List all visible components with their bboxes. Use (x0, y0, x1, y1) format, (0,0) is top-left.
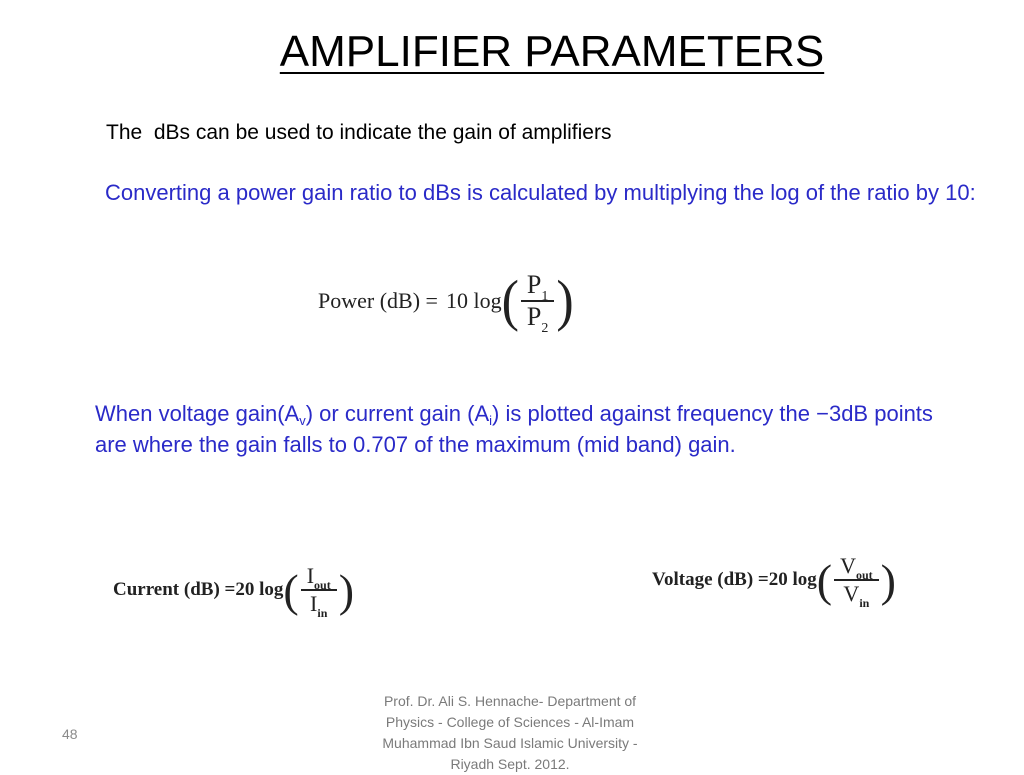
page-number: 48 (62, 726, 78, 742)
numerator-subscript: out (855, 568, 873, 582)
denominator-symbol: I (310, 591, 318, 616)
fraction-denominator (837, 581, 875, 610)
slide-title-text: AMPLIFIER PARAMETERS (279, 27, 825, 76)
fraction-denominator (521, 302, 554, 336)
fraction-denominator (304, 591, 333, 620)
left-paren: ( (501, 269, 519, 333)
numerator-symbol: I (306, 563, 315, 588)
power-formula-coef: 10 log (445, 288, 502, 313)
fraction-numerator (301, 563, 337, 592)
intro-text: The dBs can be used to indicate the gain of amplifiers (106, 121, 612, 144)
gain-text-part: When voltage gain(A (95, 401, 300, 426)
fraction-numerator (521, 270, 554, 304)
converting-text: Converting a power gain ratio to dBs is calculated by multiplying the log of the ratio by 10: (105, 180, 976, 205)
power-fraction (521, 270, 554, 336)
numerator-subscript: 1 (541, 289, 549, 304)
current-fraction (301, 563, 337, 620)
right-paren: ) (338, 564, 355, 616)
denominator-symbol: P (526, 302, 542, 331)
fraction-numerator (834, 553, 879, 582)
footer-credit: Prof. Dr. Ali S. Hennache- Department of Physics - College of Sciences - Al-Imam Muhammad Ibn Saud Islamic University - Riyadh Sept. 2012. (382, 693, 638, 772)
gain-text-part: ) or current gain (A (305, 401, 490, 426)
gain-subscript-v: v (299, 413, 306, 428)
left-paren: ( (816, 554, 833, 606)
numerator-symbol: V (840, 553, 856, 578)
denominator-symbol: V (843, 581, 860, 606)
gain-subscript-i: i (489, 413, 493, 428)
voltage-formula (652, 553, 896, 610)
voltage-fraction (834, 553, 879, 610)
slide-title (0, 26, 1024, 78)
right-paren: ) (556, 269, 574, 333)
power-formula (318, 269, 574, 336)
gain-description (95, 398, 945, 460)
numerator-subscript: out (314, 578, 331, 592)
denominator-subscript: 2 (541, 321, 549, 336)
numerator-symbol: P (526, 270, 542, 299)
current-formula-lhs: Current (dB) =20 log (113, 579, 284, 600)
power-formula-lhs: Power (dB) = (318, 288, 438, 313)
voltage-formula-lhs: Voltage (dB) =20 log (652, 569, 817, 590)
current-formula (113, 563, 355, 620)
denominator-subscript: in (859, 596, 870, 610)
left-paren: ( (283, 564, 299, 616)
right-paren: ) (880, 554, 896, 606)
gain-text-part: ) is plotted against frequency the −3dB points are where the gain falls to 0.707 of the maximum (mid band) gain. (95, 401, 933, 457)
denominator-subscript: in (317, 606, 328, 620)
